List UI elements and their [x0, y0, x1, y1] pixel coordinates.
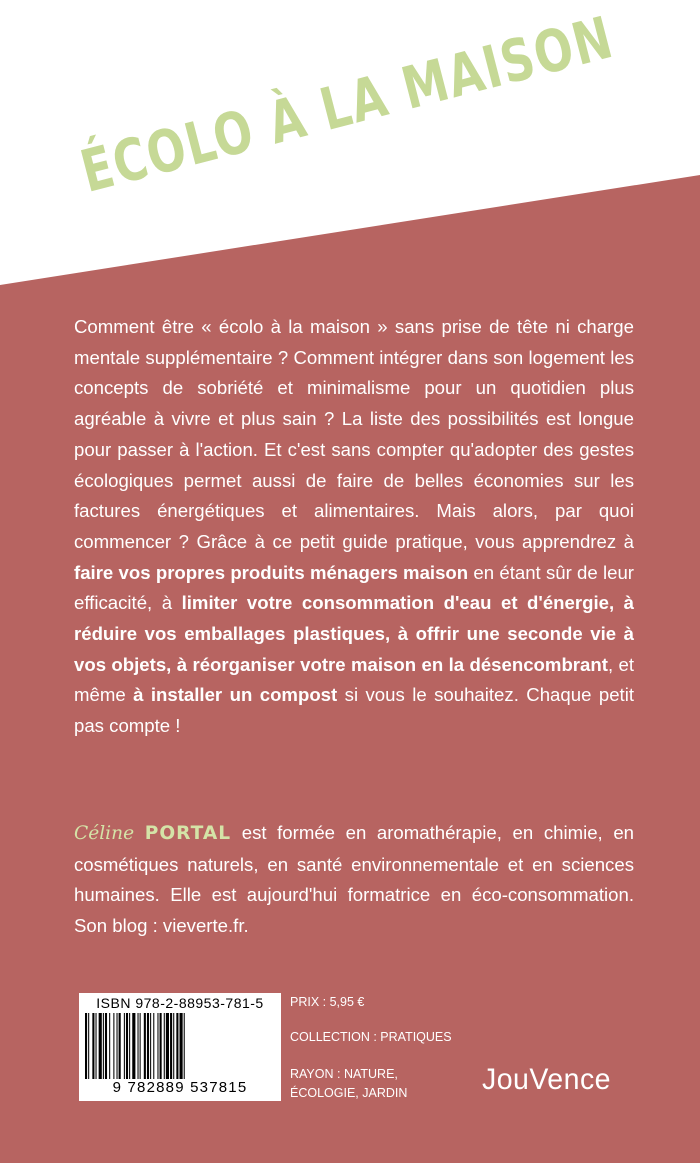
- barcode-bar: [140, 1013, 141, 1079]
- barcode-bar: [124, 1013, 125, 1079]
- barcode-bar: [170, 1013, 172, 1079]
- author-bio: [74, 818, 634, 942]
- barcode-bar: [176, 1013, 178, 1079]
- barcode-bar: [105, 1013, 107, 1079]
- collection-label: COLLECTION : PRATIQUES: [290, 1030, 452, 1044]
- barcode-bar: [150, 1013, 151, 1079]
- barcode-bar: [103, 1013, 104, 1079]
- blurb-highlight: à installer un compost: [133, 684, 338, 706]
- rayon-label: RAYON : NATURE, ÉCOLOGIE, JARDIN: [290, 1067, 408, 1100]
- blurb-text: si vous le souhaitez. Chaque petit pas compte !: [74, 684, 634, 737]
- barcode-bar: [126, 1013, 128, 1079]
- author-bio-text: est formée en aromathérapie, en chimie, en cosmétiques naturels, en santé environnementale et en sciences humaines. Elle est aujourd'hui formatrice en éco-consommation. Son blog : vieverte.fr.: [74, 822, 634, 937]
- barcode-bar: [180, 1013, 183, 1079]
- barcode-bar: [166, 1013, 169, 1079]
- isbn-label: ISBN 978-2-88953-781-5: [96, 995, 264, 1011]
- barcode-bar: [129, 1013, 130, 1079]
- blurb-text: , et même: [74, 653, 634, 706]
- barcode-bar: [113, 1013, 114, 1079]
- barcode-bar: [119, 1013, 121, 1079]
- barcode-bar: [109, 1013, 110, 1079]
- barcode-bar: [96, 1013, 97, 1079]
- barcode-bar: [160, 1013, 162, 1079]
- barcode-bar: [117, 1013, 118, 1079]
- barcode-bar: [138, 1013, 139, 1079]
- barcode-bar: [85, 1013, 87, 1079]
- blurb-highlight: faire vos propres produits ménagers maison: [74, 561, 469, 583]
- barcode-bar: [144, 1013, 146, 1079]
- author-last-name: PORTAL: [144, 823, 232, 844]
- barcode-bar: [147, 1013, 149, 1079]
- publisher-logo: JouVence: [482, 1063, 611, 1096]
- barcode-bar: [164, 1013, 165, 1079]
- ean-digits: 9 782889 537815: [112, 1079, 248, 1096]
- barcode-bar: [157, 1013, 158, 1079]
- barcode-bar: [153, 1013, 154, 1079]
- book-title: ÉCOLO À LA MAISON: [74, 3, 621, 206]
- barcode-bar: [92, 1013, 94, 1079]
- barcode-bar: [132, 1013, 135, 1079]
- isbn-barcode: [79, 993, 281, 1101]
- price-label: PRIX : 5,95 €: [290, 995, 365, 1009]
- barcode-bar: [88, 1013, 89, 1079]
- barcode-bar: [173, 1013, 174, 1079]
- author-first-name: Céline: [74, 823, 135, 844]
- blurb-text: Comment être « écolo à la maison » sans prise de tête ni charge mentale supplémentaire ? Comment intégrer dans son logement les concepts de sobriété et minimalisme pour un quotidien plus agréable à vivre et plus sain ? La liste des possibilités est longue pour passer à l'action. Et c'est sans compter qu'adopter des gestes écologiques permet aussi de faire de belles économies sur les factures énergétiques et alimentaires. Mais alors, par quoi commencer ? Grâce à ce petit guide pratique, vous apprendrez à: [74, 316, 634, 552]
- blurb-text: en étant sûr de leur efficacité, à: [74, 561, 634, 614]
- blurb-highlight: limiter votre consommation d'eau et d'énergie, à réduire vos emballages plastiques, à offrir une seconde vie à vos objets, à réorganiser votre maison en la désencombrant: [74, 592, 634, 675]
- back-cover-blurb: [74, 312, 634, 742]
- barcode-bar: [184, 1013, 185, 1079]
- barcode-bar: [99, 1013, 102, 1079]
- barcode-bars: [85, 1013, 275, 1079]
